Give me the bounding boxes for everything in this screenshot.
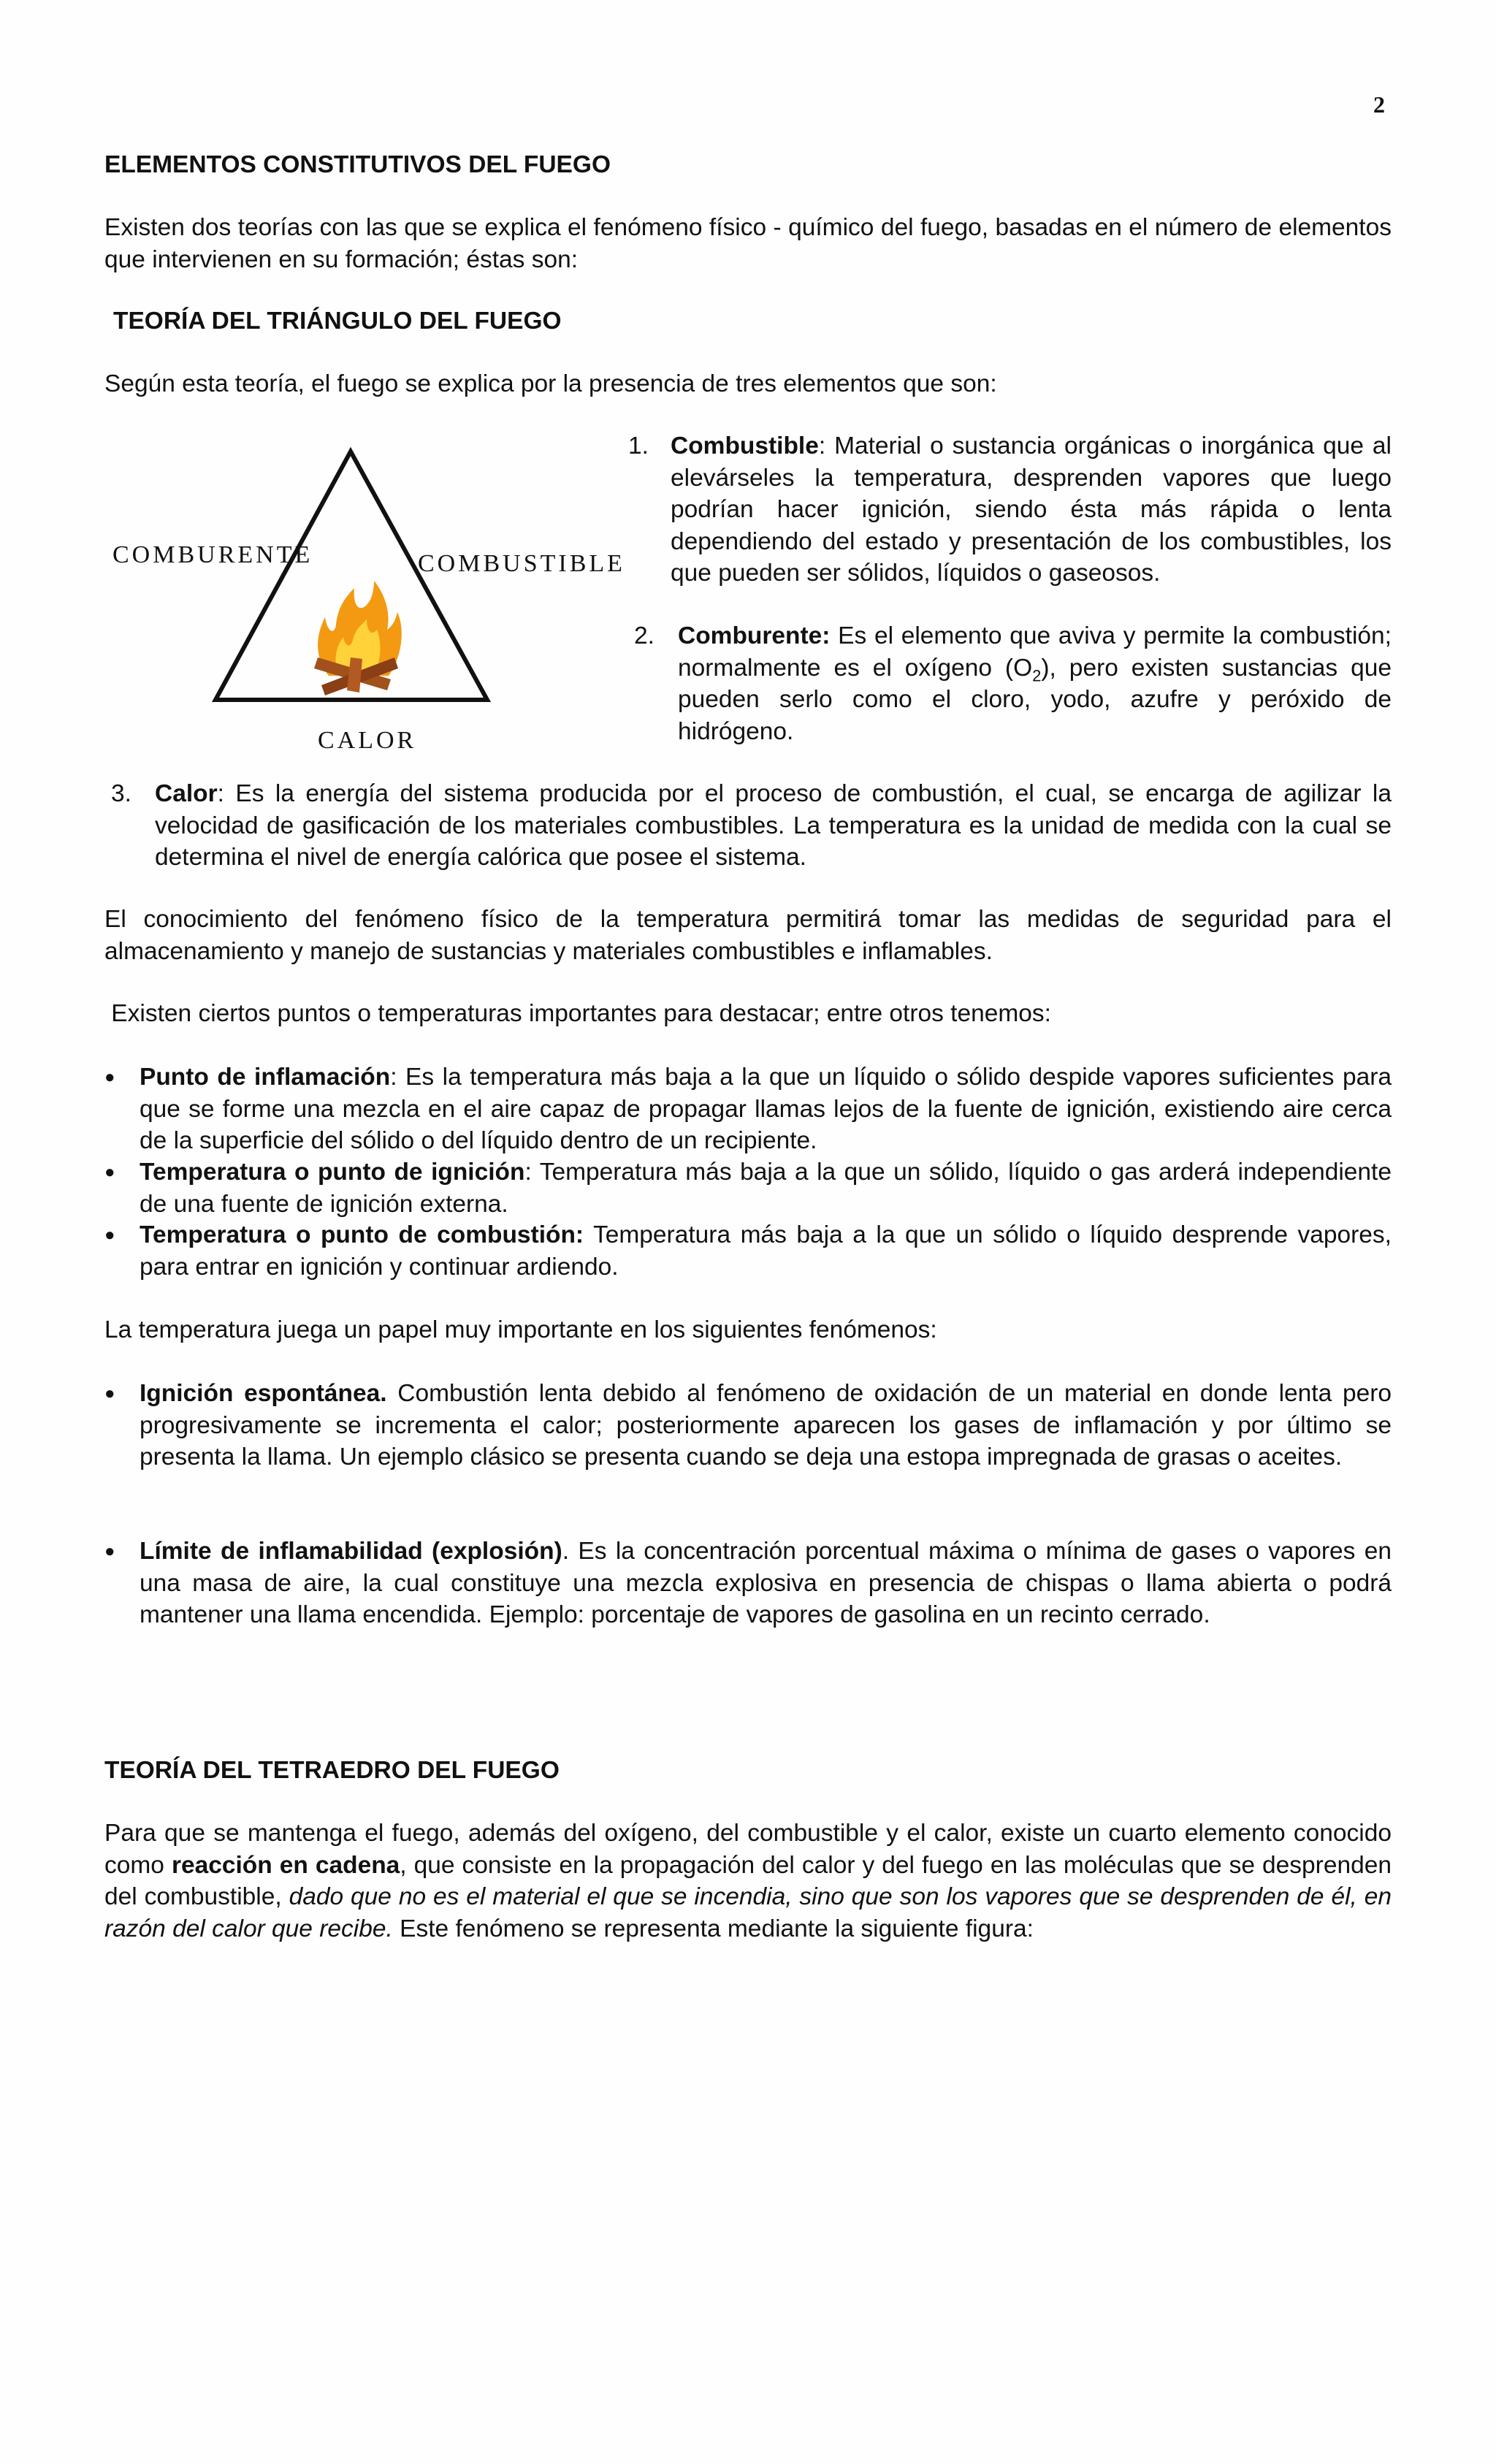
campfire-icon (314, 581, 402, 695)
page-number: 2 (1373, 91, 1385, 118)
phenomenon-2-text: . Es la concentración porcentual máxima o mínima de gases o vapores en una masa de aire, la cual constituye una mezcla explosiva en presencia de chispas o llama abierta o podrá mantener una llama encendida. Ejemplo: porcentaje de vapores de gasolina en un recinto cerrado. (140, 1538, 1392, 1628)
intro-paragraph: Existen dos teorías con las que se explica el fenómeno físico - químico del fuego, basadas en el número de elementos que intervienen en su formación; éstas son: (104, 214, 1392, 273)
phenomena-intro: La temperatura juega un papel muy importante en los siguientes fenómenos: (104, 1316, 937, 1343)
phenomenon-1-text: Combustión lenta debido al fenómeno de oxidación de un material en donde lenta pero progresivamente se incrementa el calor; posteriormente aparecen los gases de inflamación y por último se presenta la llama. Un ejemplo clásico se presenta cuando se deja una estopa impregnada de grasas o aceites. (140, 1380, 1392, 1471)
item-2-body (678, 620, 1392, 747)
point-3-term: Temperatura o punto de combustión: (140, 1221, 584, 1248)
item-3-body (155, 778, 1392, 874)
tetra-bold: reacción en cadena (171, 1851, 400, 1879)
item-2-subscript: 2 (1032, 666, 1042, 685)
tetra-paragraph (104, 1818, 1392, 1945)
bullet-icon: ● (104, 1384, 115, 1403)
item-1-body (671, 430, 1392, 590)
fire-triangle-graphic (102, 438, 614, 767)
label-combustible: COMBUSTIBLE (418, 550, 625, 577)
phenomenon-1 (140, 1378, 1392, 1473)
point-1-text: : Es la temperatura más baja a la que un líquido o sólido despide vapores suficientes para que se forme una mezcla en el aire capaz de propagar llamas lejos de la fuente de ignición, existiendo aire cerca de la superficie del sólido o del líquido dentro de un recipiente. (140, 1064, 1392, 1154)
phenomenon-2 (140, 1536, 1392, 1631)
heading-tetra: TEORÍA DEL TETRAEDRO DEL FUEGO (104, 1757, 560, 1784)
triangle-intro: Según esta teoría, el fuego se explica por la presencia de tres elementos que son: (104, 370, 997, 397)
point-3-text: Temperatura más baja a la que un sólido o líquido desprende vapores, para entrar en ignición y continuar ardiendo. (140, 1221, 1392, 1281)
label-calor: CALOR (318, 727, 417, 754)
point-2 (140, 1156, 1392, 1220)
label-comburente: COMBURENTE (112, 541, 313, 568)
bullet-icon: ● (104, 1162, 115, 1182)
item-2-term: Comburente: (678, 622, 831, 649)
bullet-icon: ● (104, 1067, 115, 1087)
item-3-number: 3. (111, 780, 131, 807)
item-1-text: : Material o sustancia orgánicas o inorgánica que al elevárseles la temperatura, desprenden vapores que luego podrían hacer ignición, siendo ésta más rápida o lenta dependiendo del estado y presentación de los combustibles, los que pueden ser sólidos, líquidos o gaseosos. (671, 432, 1392, 587)
point-3 (140, 1219, 1392, 1283)
heading-triangle: TEORÍA DEL TRIÁNGULO DEL FUEGO (113, 308, 562, 335)
item-2-number: 2. (634, 622, 654, 649)
point-1 (140, 1061, 1392, 1157)
bullet-icon: ● (104, 1541, 115, 1561)
tetra-part3: Este fenómeno se representa mediante la siguiente figura: (392, 1915, 1034, 1942)
tetra-part2: , que consiste en la propagación del calor y del fuego en las moléculas que se desprenden del combustible, (104, 1851, 1392, 1910)
fire-triangle-figure (102, 438, 625, 767)
tetra-part1: Para que se mantenga el fuego, además del oxígeno, del combustible y el calor, existe un cuarto elemento conocido como (104, 1820, 1392, 1879)
point-2-text: : Temperatura más baja a la que un sólido, líquido o gas arderá independiente de una fuente de ignición externa. (140, 1159, 1392, 1218)
phenomenon-1-term: Ignición espontánea. (140, 1380, 387, 1407)
point-1-term: Punto de inflamación (140, 1064, 391, 1091)
point-2-term: Temperatura o punto de ignición (140, 1159, 525, 1186)
item-2-text-after: ), pero existen sustancias que pueden serlo como el cloro, yodo, azufre y peróxido de hidrógeno. (678, 654, 1392, 745)
phenomenon-2-term: Límite de inflamabilidad (explosión) (140, 1538, 562, 1565)
points-intro: Existen ciertos puntos o temperaturas importantes para destacar; entre otros tenemos: (104, 1000, 1051, 1027)
heading-main: ELEMENTOS CONSTITUTIVOS DEL FUEGO (104, 151, 611, 178)
item-1-term: Combustible (671, 432, 819, 459)
bullet-icon: ● (104, 1225, 115, 1245)
knowledge-paragraph: El conocimiento del fenómeno físico de la temperatura permitirá tomar las medidas de seguridad para el almacenamiento y manejo de sustancias y materiales combustibles e inflamables. (104, 906, 1392, 965)
item-2-text-before: Es el elemento que aviva y permite la combustión; normalmente es el oxígeno (O (678, 622, 1392, 682)
item-1-number: 1. (628, 432, 649, 459)
tetra-italic: dado que no es el material el que se incendia, sino que son los vapores que se desprenden de él, en razón del calor que recibe. (104, 1883, 1392, 1942)
item-3-text: : Es la energía del sistema producida por el proceso de combustión, el cual, se encarga de agilizar la velocidad de gasificación de los materiales combustibles. La temperatura es la unidad de medida con la cual se determina el nivel de energía calórica que posee el sistema. (155, 780, 1392, 871)
item-3-term: Calor (155, 780, 218, 807)
